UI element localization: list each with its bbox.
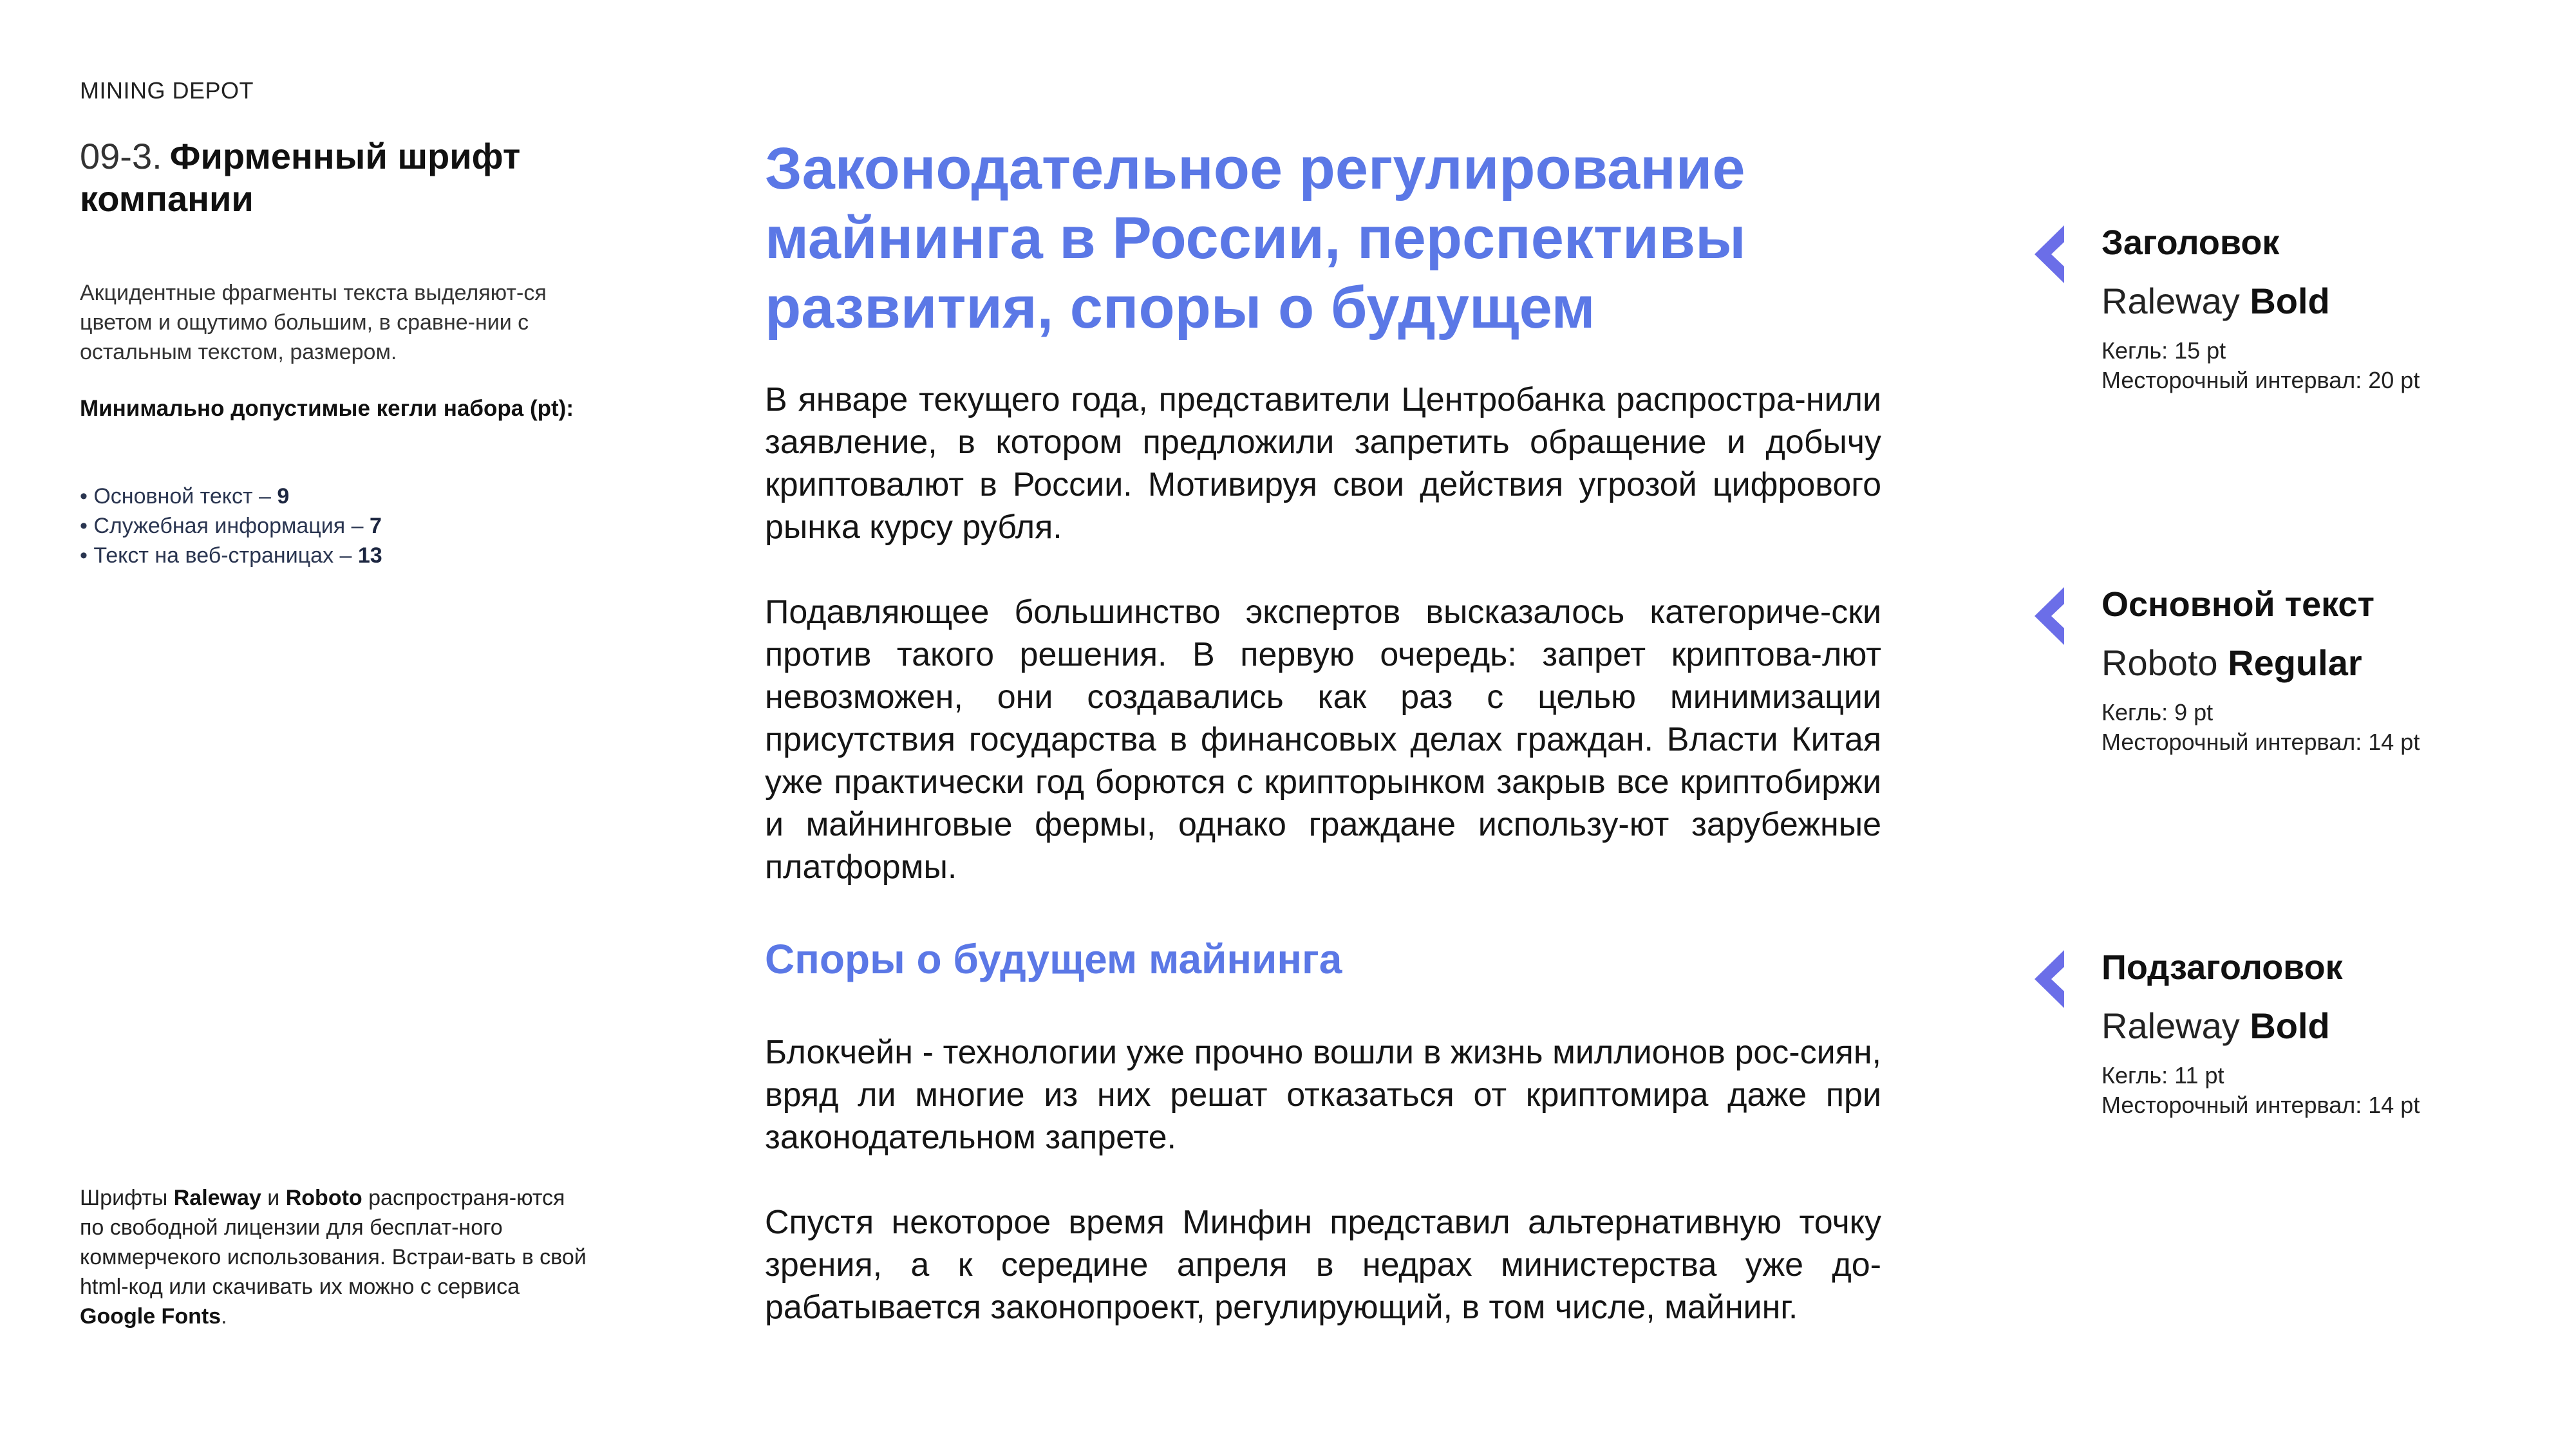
section-title-line1: Фирменный шрифт: [169, 136, 521, 176]
list-item: [80, 541, 608, 570]
font-name-raleway: Raleway: [173, 1186, 261, 1210]
spec-font-weight: Bold: [2250, 281, 2330, 321]
article-heading: Законодательное регулирование майнинга в России, перспективы развития, споры о будущем: [765, 136, 1746, 341]
article-subheading: Споры о будущем майнинга: [765, 936, 1342, 982]
chevron-left-icon: [2035, 225, 2064, 283]
spec-font-weight: Regular: [2228, 642, 2362, 683]
min-sizes-title: Минимально допустимые кегли набора (pt):: [80, 396, 574, 421]
section-number: 09-3.: [80, 136, 162, 176]
spec-font: [2101, 641, 2362, 685]
section-title-line2: компании: [80, 178, 254, 219]
spec-font-name: Roboto: [2101, 642, 2228, 683]
intro-text: Акцидентные фрагменты текста выделяют-ся цветом и ощутимо большим, в сравне-нии с остальным текстом, размером.: [80, 281, 547, 364]
spec-size: Кегль: 9 pt: [2101, 699, 2214, 725]
list-item-label: • Служебная информация –: [80, 514, 370, 538]
license-note-text: распространя-ются по свободной лицензии для бесплат-ного коммерчекого использования. Встраи-вать в свой html-код или скачивать их можно с сервиса: [80, 1186, 587, 1299]
spec-leading: Месторочный интервал: 14 pt: [2101, 729, 2420, 755]
list-item-label: • Текст на веб-страницах –: [80, 543, 358, 568]
section-title: [80, 135, 608, 220]
spec-font-name: Raleway: [2101, 1005, 2250, 1046]
list-item-value: 7: [369, 514, 382, 538]
license-note-text: Шрифты: [80, 1186, 174, 1210]
spec-font-name: Raleway: [2101, 281, 2250, 321]
list-item-label: • Основной текст –: [80, 484, 277, 509]
list-item-value: 9: [277, 484, 290, 509]
spec-label: Подзаголовок: [2101, 948, 2343, 987]
article-paragraph-1: В январе текущего года, представители Центробанка распростра-нили заявление, в котором предложили запретить обращение и добычу криптовалют в России. Мотивируя свои действия угрозой цифрового рынка курсу рубля.: [765, 381, 1881, 546]
article-paragraph-2: Подавляющее большинство экспертов высказалось категориче-ски против такого решения. В первую очередь: запрет криптова-лют невозможен, они создавались как раз с целью минимизации присутствия государства в финансовых делах граждан. Власти Китая уже практически год борются с крипторынком закрыв все криптобиржи и майнинговые фермы, однако граждане использу-ют зарубежные платформы.: [765, 594, 1881, 886]
list-item: [80, 481, 608, 511]
chevron-left-icon: [2035, 587, 2064, 645]
list-item-value: 13: [357, 543, 382, 568]
spec-label: Заголовок: [2101, 223, 2280, 262]
license-note-text: .: [221, 1304, 227, 1329]
spec-font-weight: Bold: [2250, 1005, 2330, 1046]
spec-font: [2101, 1004, 2330, 1048]
article-paragraph-4: Спустя некоторое время Минфин представил альтернативную точку зрения, а к середине апреля в недрах министерства уже до-рабатывается законопроект, регулирующий, в том числе, майнинг.: [765, 1204, 1881, 1326]
spec-font: [2101, 279, 2330, 323]
min-sizes-list: [80, 481, 608, 570]
spec-size: Кегль: 11 pt: [2101, 1062, 2224, 1089]
spec-leading: Месторочный интервал: 20 pt: [2101, 367, 2420, 393]
chevron-left-icon: [2035, 950, 2064, 1008]
spec-leading: Месторочный интервал: 14 pt: [2101, 1092, 2420, 1118]
list-item: [80, 511, 608, 541]
spec-label: Основной текст: [2101, 585, 2374, 624]
license-note: [80, 1183, 595, 1331]
brand-name: MINING DEPOT: [80, 77, 254, 104]
article-paragraph-3: Блокчейн - технологии уже прочно вошли в жизнь миллионов рос-сиян, вряд ли многие из них решат отказаться от криптомира даже при законодательном запрете.: [765, 1034, 1881, 1156]
license-note-text: и: [261, 1186, 286, 1210]
font-name-roboto: Roboto: [285, 1186, 362, 1210]
service-name: Google Fonts: [80, 1304, 221, 1329]
spec-size: Кегль: 15 pt: [2101, 337, 2226, 364]
